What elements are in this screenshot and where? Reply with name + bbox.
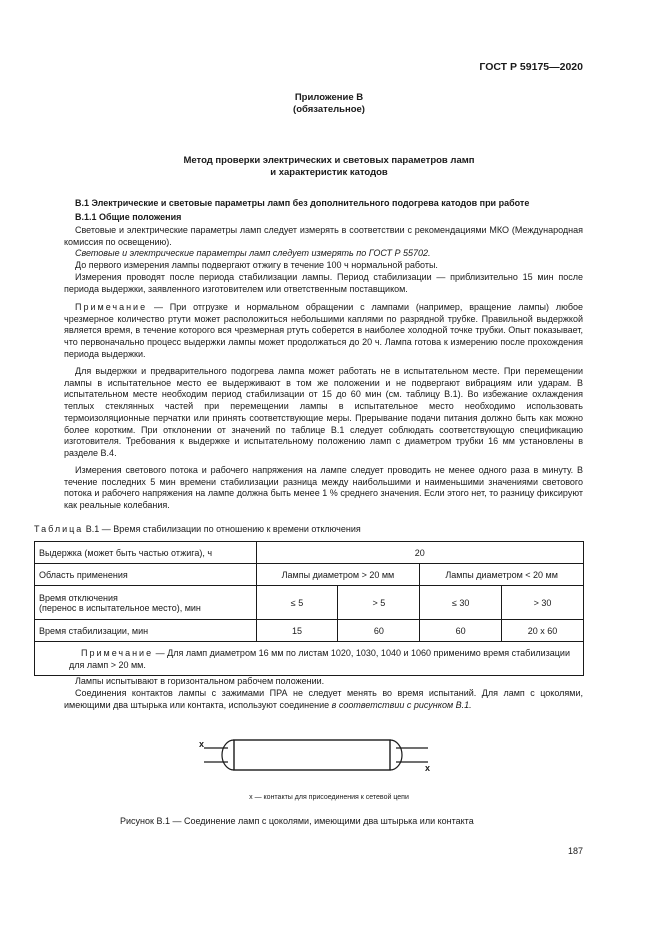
- row4-value-3: 60: [420, 620, 502, 642]
- paragraph-1: Световые и электрические параметры ламп следует измерять в соответствии с рекомендациями МКО (Международная комиссия по освещению).: [64, 225, 583, 247]
- table-row: [35, 642, 584, 676]
- paragraph-5: Для выдержки и предварительного подогрева лампа может работать не в испытательном месте. При перемещении лампы в испытательное место ее выдерживают в том же положении и не подвергают вибрациям или ударам. В испытательном месте необходим период стабилизации от 15 до 60 мин (см. таблицу В.1). Во избежание охлаждения теплых стеклянных частей при перемещении лампы в испытательное место необходимо использовать термоизоляционные перчатки или принять соответствующие меры. Прерывание подачи питания должно быть как можно более коротким. При отклонении от значений по таблице В.1 следует соблюдать соответствующую спецификацию изготовителя. Требования к выдержке и испытательному положению ламп с диаметром трубки 16 мм установлены в разделе В.4.: [64, 366, 583, 458]
- lamp-tube: [234, 740, 390, 770]
- method-title-line2: и характеристик катодов: [270, 167, 388, 178]
- table-caption-text: В.1 — Время стабилизации по отношению к времени отключения: [83, 524, 361, 534]
- paragraph-8-text: Соединения контактов лампы с зажимами ПРА не следует менять во время испытаний. Для ламп с цоколями, имеющими два штырька или контакта, используют соединение: [64, 688, 583, 710]
- note-1-text: — При отгрузке и нормальном обращении с лампами (например, вращение лампы) любое чрезмерное количество ртути может расположиться небольшими каплями по разрядной трубке. Правильной выдержкой является время, в течение которого вся чрезмерная ртуть соберется в наиболее холодной точке трубки. Опыт показывает, что первоначально процесс выдержки лампы может продолжаться до 20 ч. Лампа готова к измерению после прохождения периода выдержки.: [64, 302, 583, 359]
- row2-col-b: Лампы диаметром < 20 мм: [420, 564, 584, 586]
- row2-col-a: Лампы диаметром > 20 мм: [256, 564, 420, 586]
- table-row: [35, 564, 584, 586]
- row4-value-1: 15: [256, 620, 338, 642]
- row3-value-2: > 5: [338, 586, 420, 620]
- row3-label-line2: (перенос в испытательное место), мин: [39, 602, 201, 613]
- left-cap-arc: [222, 740, 234, 770]
- figure-caption: Рисунок В.1 — Соединение ламп с цоколями, имеющими два штырька или контакта: [120, 816, 474, 826]
- table-note: [35, 642, 584, 676]
- row4-value-2: 60: [338, 620, 420, 642]
- table-caption-label: Таблица: [34, 524, 84, 534]
- row2-label: Область применения: [35, 564, 257, 586]
- paragraph-7: Лампы испытывают в горизонтальном рабочем положении.: [75, 676, 325, 686]
- table-note-text: — Для ламп диаметром 16 мм по листам 1020, 1030, 1040 и 1060 применимо время стабилизации для ламп > 20 мм.: [69, 647, 570, 670]
- row4-label: Время стабилизации, мин: [35, 620, 257, 642]
- row4-value-4: 20 х 60: [502, 620, 584, 642]
- figure-legend: х — контакты для присоединения к сетевой цепи: [249, 794, 409, 801]
- paragraph-8: [64, 688, 583, 711]
- marker-x-left: x: [199, 739, 205, 749]
- paragraph-8-figure-ref: в соответствии с рисунком В.1.: [331, 699, 472, 710]
- paragraph-2: Световые и электрические параметры ламп следует измерять по ГОСТ Р 55702.: [75, 248, 431, 258]
- page-number: 187: [567, 846, 583, 856]
- row3-value-4: > 30: [502, 586, 584, 620]
- appendix-subtitle: (обязательное): [293, 104, 365, 115]
- table-row: [35, 586, 584, 620]
- table-caption: [34, 524, 361, 534]
- row3-label: [35, 586, 257, 620]
- row3-value-3: ≤ 30: [420, 586, 502, 620]
- appendix-title: Приложение В: [294, 92, 364, 103]
- section-b1-heading: В.1 Электрические и световые параметры ламп без дополнительного подогрева катодов при работе: [75, 198, 530, 208]
- table-row: [35, 542, 584, 564]
- section-b11-heading: В.1.1 Общие положения: [75, 212, 182, 222]
- paragraph-3: До первого измерения лампы подвергают отжигу в течение 100 ч нормальной работы.: [75, 260, 438, 270]
- row1-label: Выдержка (может быть частью отжига), ч: [35, 542, 257, 564]
- stabilization-table: [34, 541, 584, 676]
- row3-label-line1: Время отключения: [39, 592, 118, 603]
- paragraph-6: Измерения светового потока и рабочего напряжения на лампе следует проводить не менее одного раза в минуту. В течение последних 5 мин времени стабилизации разница между наибольшими и наименьшими значениями светового потока и рабочего напряжения на лампе должна быть менее 1 % среднего значения. Если этого нет, то разницу фиксируют как реальные колебания.: [64, 465, 583, 511]
- table-note-label: Примечание: [81, 647, 154, 658]
- row1-value: 20: [256, 542, 583, 564]
- paragraph-4: Измерения проводят после периода стабилизации лампы. Период стабилизации — приблизительно 15 мин после периода выдержки, заявленного изготовителем или ответственным поставщиком.: [64, 272, 583, 294]
- doc-code-header: ГОСТ Р 59175—2020: [479, 61, 583, 73]
- marker-x-right: x: [425, 763, 431, 773]
- note-1: [64, 302, 583, 361]
- table-row: [35, 620, 584, 642]
- lamp-connection-diagram: [190, 730, 440, 780]
- row3-value-1: ≤ 5: [256, 586, 338, 620]
- method-title-line1: Метод проверки электрических и световых параметров ламп: [183, 155, 475, 166]
- note-1-label: Примечание: [75, 302, 148, 312]
- right-cap-arc: [390, 740, 402, 770]
